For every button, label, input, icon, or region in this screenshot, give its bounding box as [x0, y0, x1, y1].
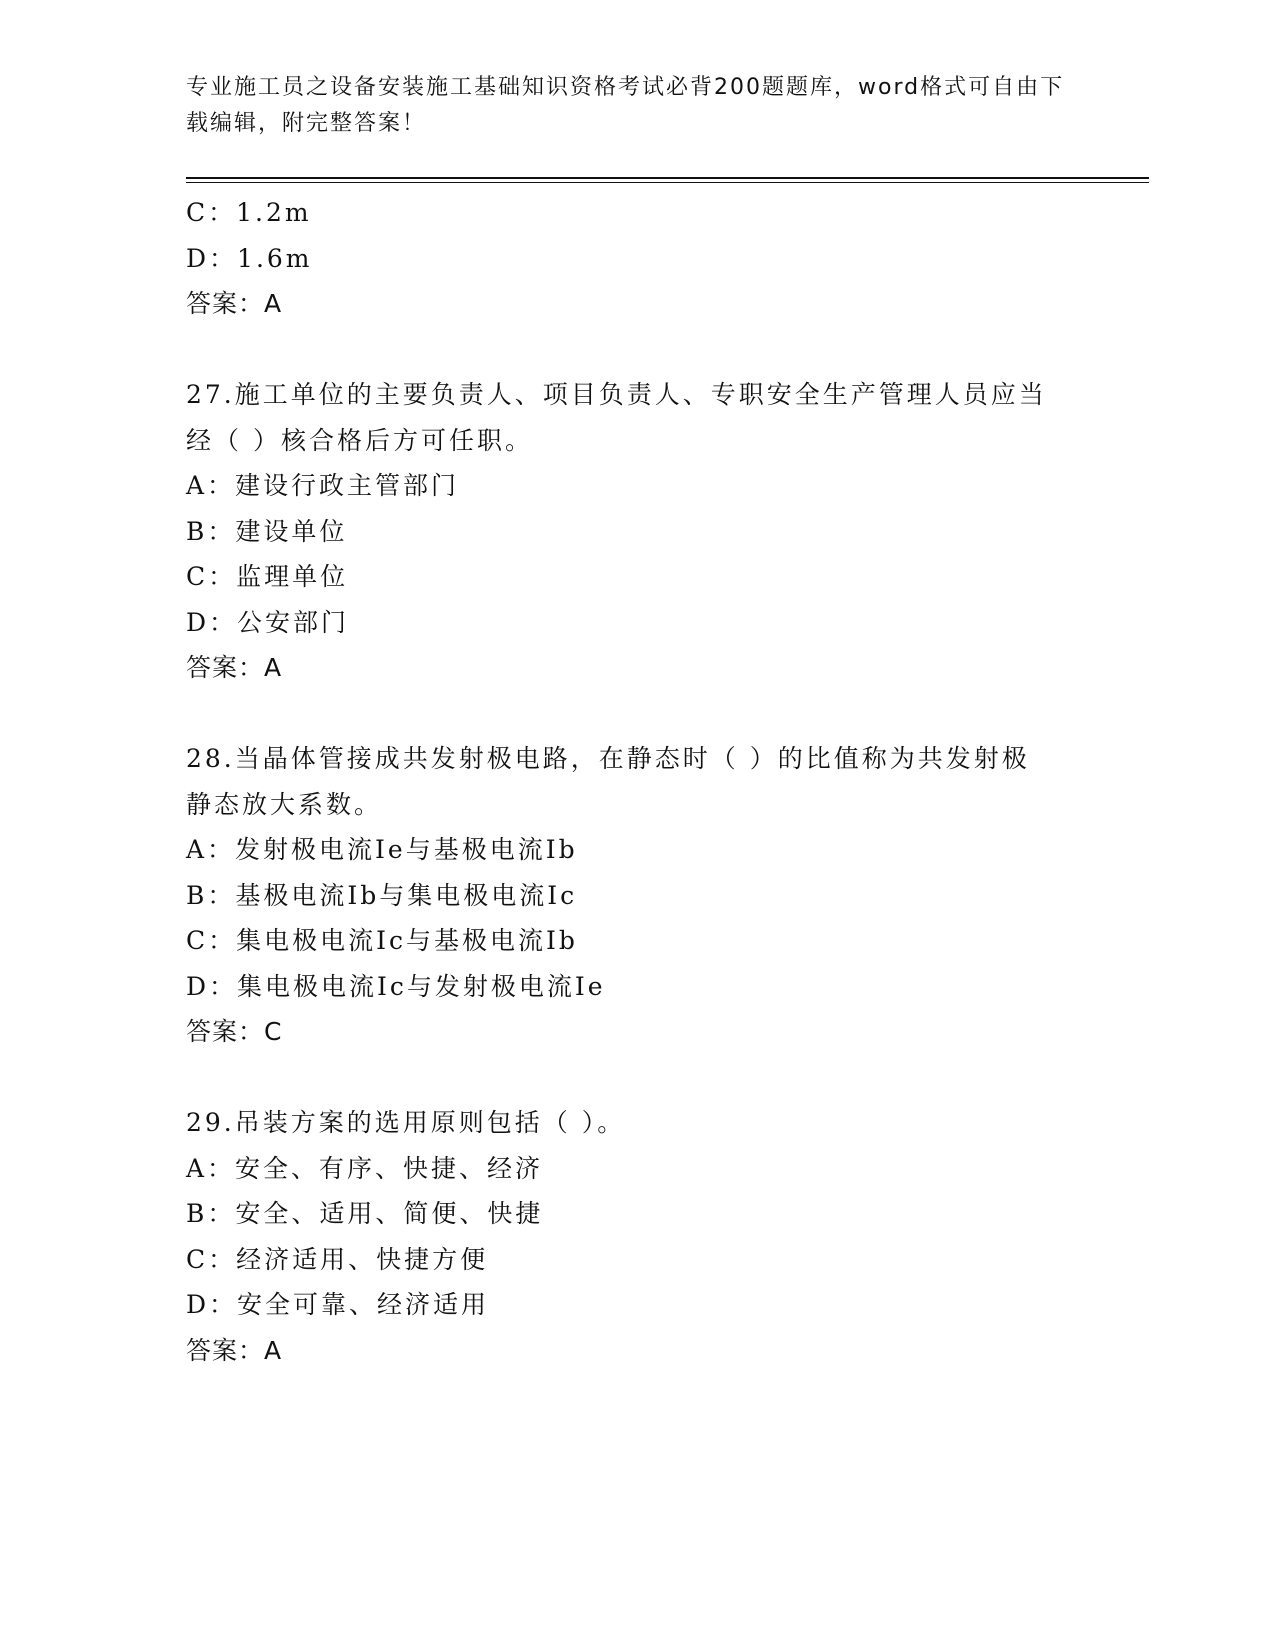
question-28: [186, 736, 1086, 1055]
option-a: A：发射极电流Ie与基极电流Ib: [186, 835, 578, 864]
answer: 答案：C: [186, 1017, 283, 1046]
spacer: [186, 327, 1086, 373]
question-stem: 27.施工单位的主要负责人、项目负责人、专职安全生产管理人员应当: [186, 380, 1047, 409]
carryover-answer: 答案：A: [186, 289, 283, 318]
question-stem: 29.吊装方案的选用原则包括（ ）。: [186, 1108, 626, 1137]
question-stem-continued: 经（ ）核合格后方可任职。: [186, 425, 533, 455]
header-divider-thick: [186, 177, 1149, 179]
answer: 答案：A: [186, 1335, 283, 1365]
option-b: B：建设单位: [186, 516, 348, 546]
option-b: B：基极电流Ib与集电极电流Ic: [186, 880, 578, 910]
question-29: [186, 1100, 1086, 1373]
option-c: C：集电极电流Ic与基极电流Ib: [186, 926, 578, 955]
question-stem-continued: 静态放大系数。: [186, 789, 383, 819]
option-d: D：集电极电流Ic与发射极电流Ie: [186, 971, 606, 1001]
header-divider-thin: [186, 182, 1149, 183]
option-c: C：监理单位: [186, 562, 349, 591]
option-a: A：建设行政主管部门: [186, 471, 460, 500]
question-list: [186, 190, 1086, 1373]
answer: 答案：A: [186, 653, 283, 682]
option-d: D：安全可靠、经济适用: [186, 1290, 490, 1319]
option-a: A：安全、有序、快捷、经济: [186, 1153, 544, 1183]
spacer: [186, 1055, 1086, 1101]
question-stem: 28.当晶体管接成共发射极电路，在静态时（ ）的比值称为共发射极: [186, 744, 1030, 773]
question-27: [186, 372, 1086, 691]
carryover-option-d: D：1.6m: [186, 243, 313, 273]
option-c: C：经济适用、快捷方便: [186, 1244, 489, 1274]
option-b: B：安全、适用、简便、快捷: [186, 1199, 544, 1228]
option-d: D：公安部门: [186, 607, 350, 637]
document-header: 专业施工员之设备安装施工基础知识资格考试必背200题题库，word格式可自由下载编辑，附完整答案！: [186, 75, 1065, 136]
spacer: [186, 691, 1086, 737]
carryover-option-c: C：1.2m: [186, 198, 312, 227]
